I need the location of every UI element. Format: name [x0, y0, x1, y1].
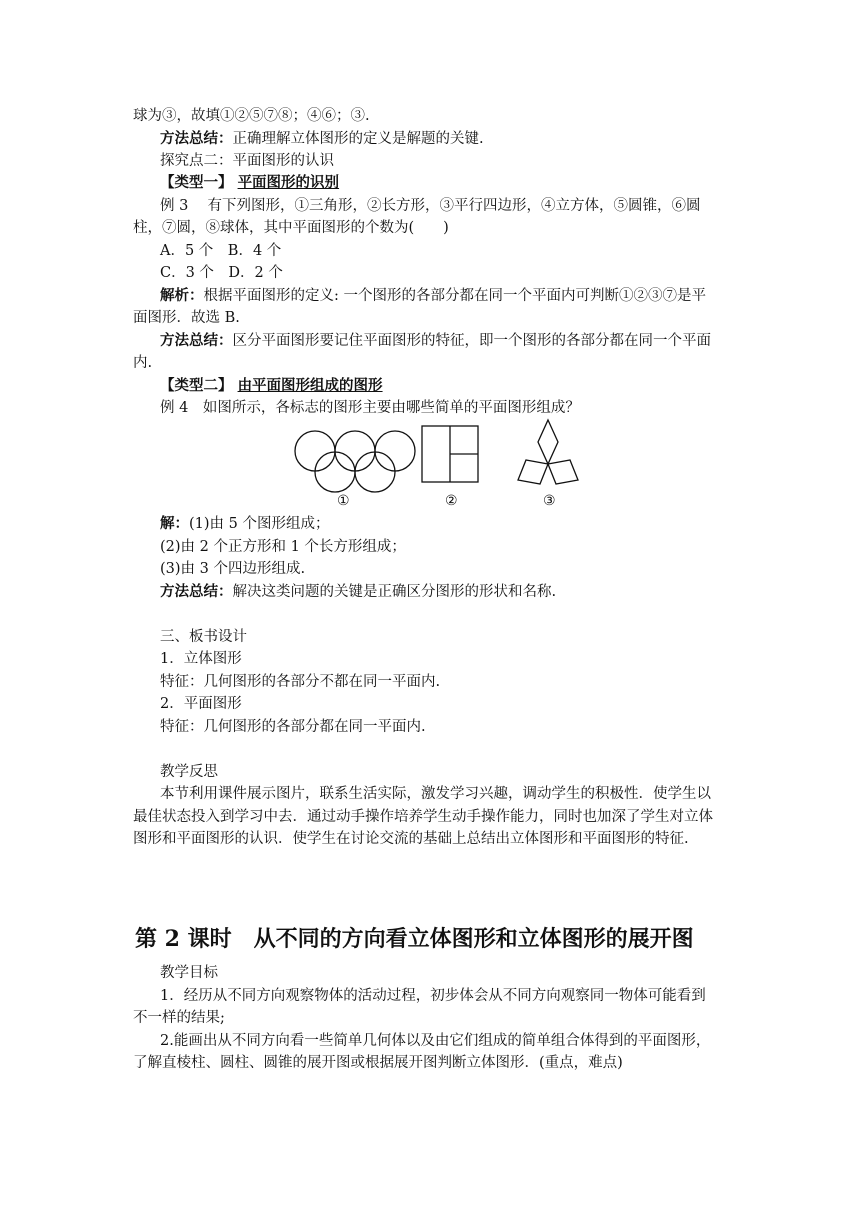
type-title: 平面图形的识别 [237, 174, 340, 191]
solution-line-2: (2)由 2 个正方形和 1 个长方形组成； [160, 539, 406, 555]
rhombus-shape [518, 460, 548, 484]
figure-label: ① [337, 493, 350, 509]
board-item: 特征：几何图形的各部分不都在同一平面内. [160, 674, 441, 690]
ring-shape [315, 452, 355, 492]
figure-label: ② [445, 493, 458, 509]
ring-shape [295, 431, 335, 471]
method-summary-3 [160, 582, 556, 602]
type-title: 由平面图形组成的图形 [237, 377, 383, 394]
reflection-line-3: 图形和平面图形的认识．使学生在讨论交流的基础上总结出立体图形和平面图形的特征. [133, 831, 689, 847]
method-summary-label: 方法总结： [160, 332, 233, 349]
section-heading: 三、板书设计 [160, 629, 247, 645]
section-heading: 教学目标 [160, 965, 218, 981]
solution-text: (1)由 5 个图形组成； [189, 516, 330, 532]
ring-shape [335, 431, 375, 471]
method-summary-label: 方法总结： [160, 130, 233, 147]
text-line: 内. [133, 355, 153, 371]
method-summary-text: 区分平面图形要记住平面图形的特征，即一个图形的各部分都在同一个平面 [232, 333, 711, 349]
type-tag: 【类型一】 [160, 174, 233, 191]
rhombus-figure [518, 420, 578, 484]
method-summary-1 [160, 129, 484, 149]
example-3-line-2: 柱，⑦圆，⑧球体，其中平面图形的个数为( ) [133, 220, 449, 236]
ring-shape [375, 431, 415, 471]
type-heading-1 [160, 173, 339, 193]
option-line: C．3 个 D．2 个 [160, 265, 283, 281]
board-item: 2．平面图形 [160, 696, 242, 712]
method-summary-2 [160, 331, 711, 351]
rings-figure [295, 431, 415, 492]
analysis-line-1 [160, 286, 706, 306]
rhombus-shape [548, 460, 578, 484]
objective-line-1: 1．经历从不同方向观察物体的活动过程，初步体会从不同方向观察同一物体可能看到 [160, 988, 706, 1004]
board-item: 1．立体图形 [160, 651, 242, 667]
solution-line-3: (3)由 3 个四边形组成. [160, 561, 306, 577]
rhombus-shape [538, 420, 558, 464]
analysis-label: 解析： [160, 287, 204, 304]
chapter-title: 第 2 课时 从不同的方向看立体图形和立体图形的展开图 [135, 926, 694, 952]
method-summary-text: 解决这类问题的关键是正确区分图形的形状和名称. [232, 584, 557, 600]
ring-shape [355, 452, 395, 492]
text-line: 球为③，故填①②⑤⑦⑧；④⑥；③. [133, 108, 370, 124]
method-summary-text: 正确理解立体图形的定义是解题的关键. [232, 131, 484, 147]
squares-figure [422, 426, 478, 482]
board-item: 特征：几何图形的各部分都在同一平面内. [160, 719, 426, 735]
reflection-line-1: 本节利用课件展示图片，联系生活实际，激发学习兴趣，调动学生的积极性．使学生以 [160, 786, 711, 802]
objective-line-2: 不一样的结果; [133, 1010, 225, 1026]
solution-label: 解： [160, 515, 189, 532]
section-heading: 探究点二：平面图形的认识 [160, 153, 334, 169]
objective-line-4: 了解直棱柱、圆柱、圆锥的展开图或根据展开图判断立体图形．(重点，难点) [133, 1055, 623, 1071]
analysis-line-2: 面图形．故选 B. [133, 310, 240, 326]
type-tag: 【类型二】 [160, 377, 233, 394]
solution-line-1 [160, 514, 329, 534]
example-3-line-1: 例 3 有下列图形，①三角形，②长方形，③平行四边形，④立方体，⑤圆锥，⑥圆 [160, 198, 701, 214]
section-heading: 教学反思 [160, 764, 218, 780]
example-4-line: 例 4 如图所示，各标志的图形主要由哪些简单的平面图形组成？ [160, 400, 580, 416]
option-line: A．5 个 B．4 个 [160, 243, 282, 259]
reflection-line-2: 最佳状态投入到学习中去．通过动手操作培养学生动手操作能力，同时也加深了学生对立体 [133, 809, 713, 825]
analysis-text: 根据平面图形的定义: 一个图形的各部分都在同一个平面内可判断①②③⑦是平 [203, 288, 706, 304]
objective-line-3: 2.能画出从不同方向看一些简单几何体以及由它们组成的简单组合体得到的平面图形， [160, 1033, 711, 1049]
type-heading-2 [160, 376, 383, 396]
figure-label: ③ [543, 493, 556, 509]
method-summary-label: 方法总结： [160, 583, 233, 600]
